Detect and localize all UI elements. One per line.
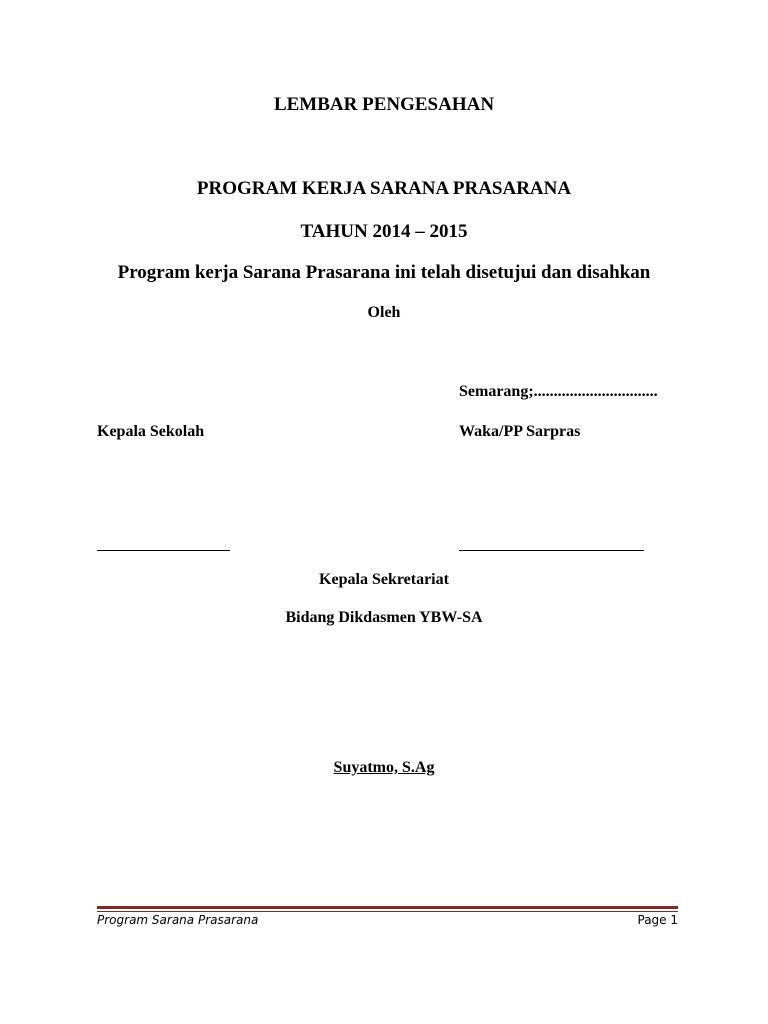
footer-page-number: Page 1 — [637, 913, 678, 927]
right-signature-line — [459, 550, 644, 551]
approval-statement: Program kerja Sarana Prasarana ini telah disetujui dan disahkan — [117, 262, 651, 283]
footer-rule-thin — [97, 911, 678, 912]
left-signatory-role: Kepala Sekolah — [97, 423, 205, 440]
right-signatory-role: Waka/PP Sarpras — [459, 423, 581, 440]
footer-rule-thick — [97, 906, 678, 909]
by-label: Oleh — [367, 304, 401, 321]
signer-name: Suyatmo, S.Ag — [333, 759, 435, 776]
secretariat-role: Kepala Sekretariat — [319, 571, 449, 588]
document-title: LEMBAR PENGESAHAN — [273, 94, 495, 115]
footer-document-name: Program Sarana Prasarana — [97, 913, 259, 927]
year-line: TAHUN 2014 – 2015 — [300, 221, 468, 242]
program-title: PROGRAM KERJA SARANA PRASARANA — [196, 178, 572, 199]
place-date-line: Semarang;............................... — [459, 383, 658, 400]
secretariat-unit: Bidang Dikdasmen YBW-SA — [285, 609, 483, 626]
left-signature-line — [97, 550, 230, 551]
